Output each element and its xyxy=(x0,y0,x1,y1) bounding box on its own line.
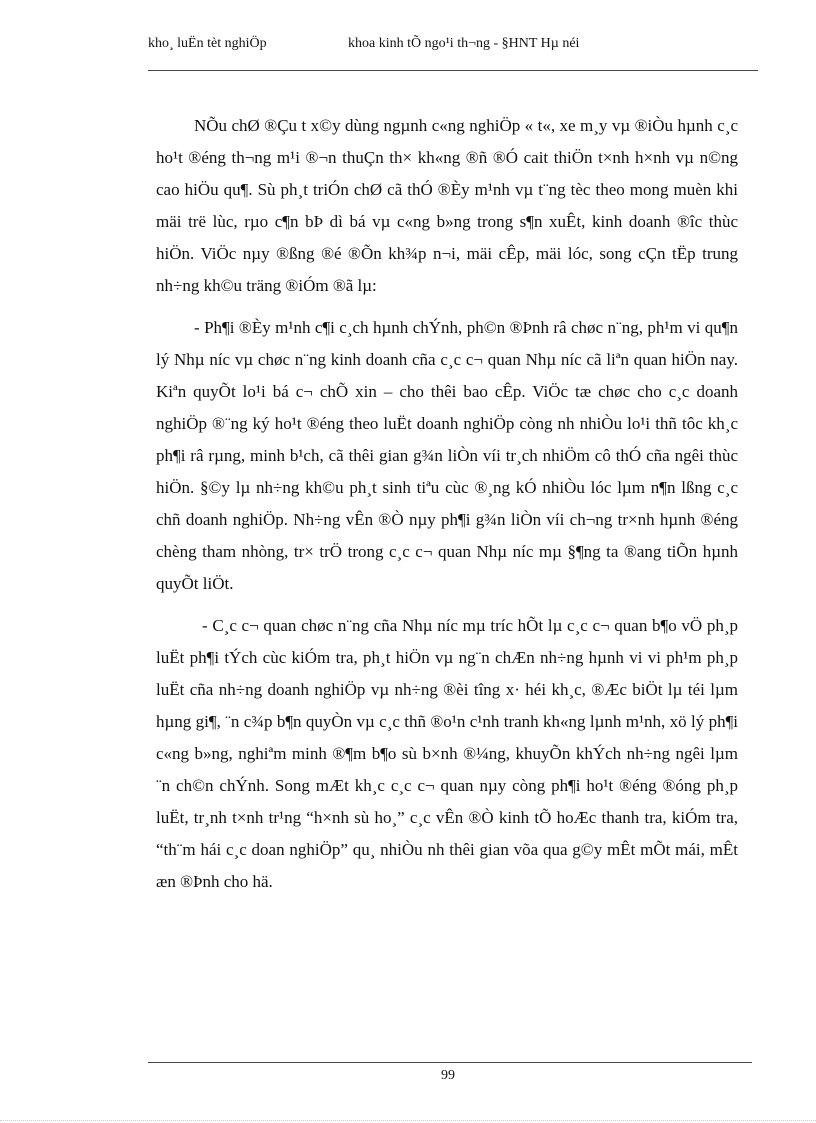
paragraph-admin-reform: - Ph¶i ®Èy m¹nh c¶i c¸ch hµnh chÝnh, ph©n ®Þnh râ chøc n¨ng, ph¹m vi qu¶n lý Nhµ níc vµ chøc n¨ng kinh doanh cña c¸c c¬ quan Nhµ níc cã liªn quan hiÖn nay. Kiªn quyÕt lo¹i bá c¬ chÕ xin – cho thêi bao cÊp. ViÖc tæ chøc cho c¸c doanh nghiÖp ®¨ng ký ho¹t ®éng theo luËt doanh nghiÖp còng nh nhiÒu lo¹i thñ tôc kh¸c ph¶i râ rµng, minh b¹ch, cã thêi gian g¾n liÒn víi tr¸ch nhiÖm cô thÓ cña ngêi thùc hiÖn. §©y lµ nh÷ng kh©u ph¸t sinh tiªu cùc ®¸ng kÓ nhiÒu lóc lµm n¶n lßng c¸c chñ doanh nghiÖp. Nh÷ng vÊn ®Ò nµy ph¶i g¾n liÒn víi ch¬ng tr×nh hµnh ®éng chèng tham nhòng, tr× trÖ trong c¸c c¬ quan Nhµ níc mµ §¶ng ta ®ang tiÕn hµnh quyÕt liÖt. xyxy=(156,318,738,593)
page-header xyxy=(148,36,760,56)
footer-divider xyxy=(148,1062,752,1063)
header-thesis-label: kho¸ luËn tèt nghiÖp xyxy=(148,36,267,51)
header-faculty-label: khoa kinh tÕ ngo¹i th¬ng - §HNT Hµ néi xyxy=(348,36,580,51)
header-divider xyxy=(148,70,758,71)
document-body xyxy=(156,110,738,908)
paragraph-intro: NÕu chØ ®Çu t x©y dùng ngµnh c«ng nghiÖp « t«, xe m¸y vµ ®iÒu hµnh c¸c ho¹t ®éng th¬ng m¹i ®¬n thuÇn th× kh«ng ®ñ ®Ó cait thiÖn t×nh h×nh vµ n©ng cao hiÖu qu¶. Sù ph¸t triÓn chØ cã thÓ ®Èy m¹nh vµ t¨ng tèc theo mong muèn khi mäi trë lùc, rµo c¶n bÞ dì bá vµ c«ng b»ng trong s¶n xuÊt, kinh doanh ®îc thùc hiÖn. ViÖc nµy ®ßng ®é ®Õn kh¾p n¬i, mäi cÊp, mäi lóc, song cÇn tËp trung nh÷ng kh©u träng ®iÓm ®ã lµ: xyxy=(156,116,738,295)
page-edge-divider xyxy=(0,1120,816,1121)
paragraph-law-enforcement: - C¸c c¬ quan chøc n¨ng cña Nhµ níc mµ tríc hÕt lµ c¸c c¬ quan b¶o vÖ ph¸p luËt ph¶i tÝch cùc kiÓm tra, ph¸t hiÖn vµ ng¨n chÆn nh÷ng hµnh vi vi ph¹m ph¸p luËt cña nh÷ng doanh nghiÖp vµ nh÷ng ®èi tîng x· héi kh¸c, ®Æc biÖt lµ téi lµm hµng gi¶, ¨n c¾p b¶n quyÒn vµ c¸c thñ ®o¹n c¹nh tranh kh«ng lµnh m¹nh, xö lý ph¶i c«ng b»ng, nghiªm minh ®¶m b¶o sù b×nh ®¼ng, khuyÕn khÝch nh÷ng ngêi lµm ¨n ch©n chÝnh. Song mÆt kh¸c c¸c c¬ quan nµy còng ph¶i ho¹t ®éng ®óng ph¸p luËt, tr¸nh t×nh tr¹ng “h×nh sù ho¸” c¸c vÊn ®Ò kinh tÕ hoÆc thanh tra, kiÓm tra, “th¨m hái c¸c doan nghiÖp” qu¸ nhiÒu nh thêi gian võa qua g©y mÊt mÕt mái, mÊt æn ®Þnh cho hä. xyxy=(156,616,738,891)
page-number: 99 xyxy=(441,1068,455,1083)
